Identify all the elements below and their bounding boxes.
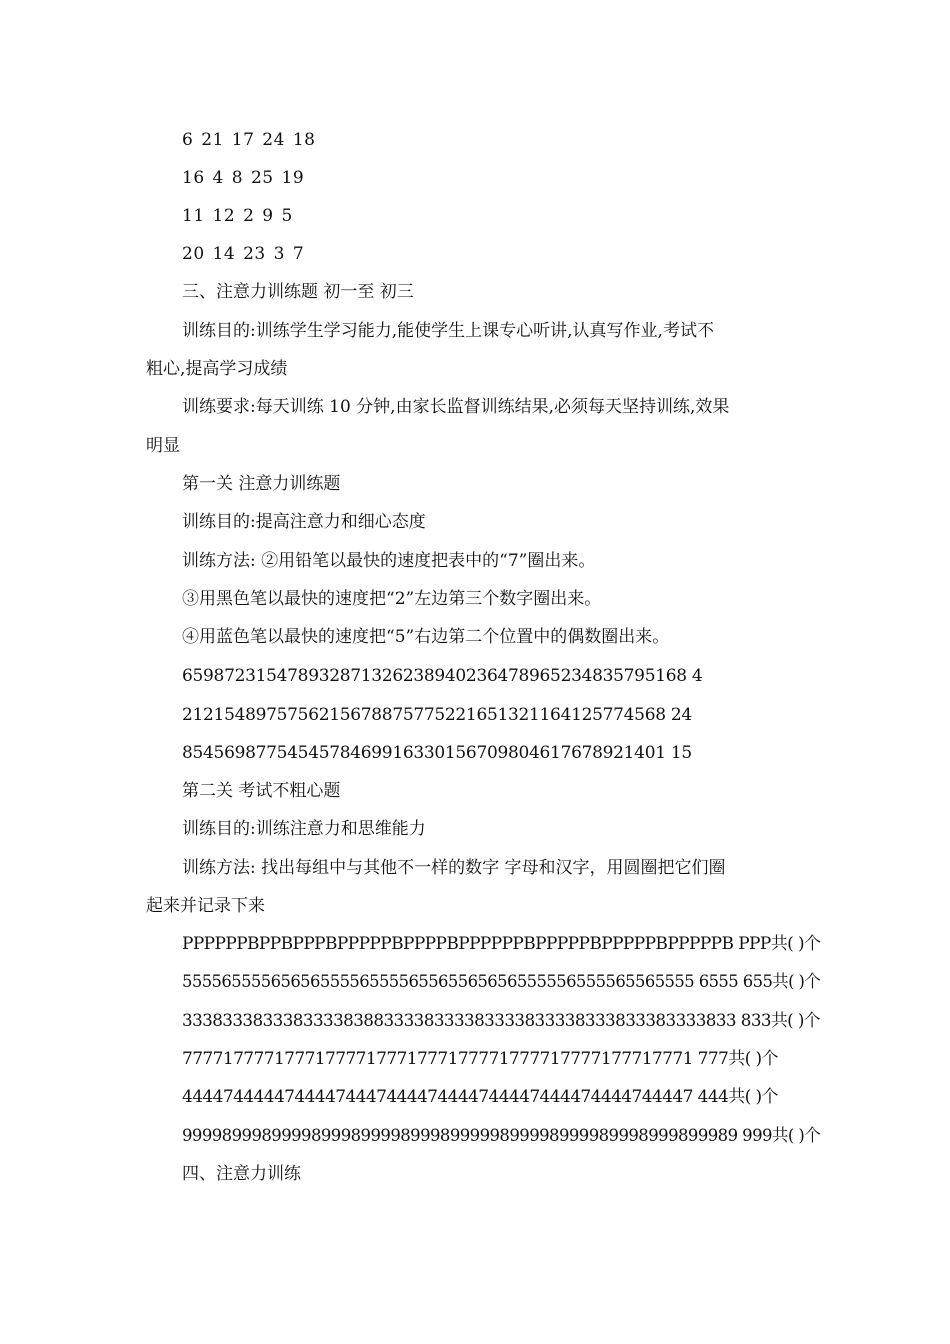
section4-heading: 四、注意力训练: [182, 1164, 301, 1184]
number-grid-row-1: 6 21 17 24 18: [182, 130, 316, 150]
number-grid-row-4: 20 14 23 3 7: [182, 244, 305, 264]
level2-row-1: PPPPPPBPPBPPPBPPPPPBPPPPBPPPPPPBPPPPPBPPPPPBPPPPPB PPP共( )个: [182, 934, 821, 954]
level1-step3: ③用黑色笔以最快的速度把“2”左边第三个数字圈出来。: [182, 589, 602, 609]
level2-row-6: 99998999899998999899998999899999899998999989998999899989 999共( )个: [182, 1126, 821, 1146]
level1-purpose: 训练目的:提高注意力和细心态度: [182, 512, 426, 532]
level2-row-4: 77771777717771777717771777177771777717777177717771 777共( )个: [182, 1049, 778, 1069]
number-grid-row-2: 16 4 8 25 19: [182, 168, 305, 188]
level1-method: 训练方法: ②用铅笔以最快的速度把表中的“7”圈出来。: [182, 551, 596, 571]
level2-row-5: 44447444447444474447444474444744447444474444744447 444共( )个: [182, 1087, 778, 1107]
level2-method-line2: 起来并记录下来: [146, 896, 265, 916]
level1-step4: ④用蓝色笔以最快的速度把“5”右边第二个位置中的偶数圈出来。: [182, 627, 670, 647]
level1-title: 第一关 注意力训练题: [182, 474, 341, 494]
level2-row-2: 5555655556565655556555565565565656555556555565565555 6555 655共( )个: [182, 972, 821, 992]
level1-digit-row-3: 8545698775454578469916330156709804617678921401 15: [182, 743, 692, 763]
level2-method-line1: 训练方法: 找出每组中与其他不一样的数字 字母和汉字，用圆圈把它们圈: [182, 858, 726, 878]
section3-purpose-line2: 粗心,提高学习成绩: [146, 359, 288, 379]
section3-requirement-line1: 训练要求:每天训练 10 分钟,由家长监督训练结果,必须每天坚持训练,效果: [182, 397, 730, 417]
level2-title: 第二关 考试不粗心题: [182, 781, 341, 801]
level1-digit-row-1: 659872315478932871326238940236478965234835795168 4: [182, 666, 703, 686]
number-grid-row-3: 11 12 2 9 5: [182, 206, 293, 226]
level2-row-3: 3338333833383333838833338333383333833338333833383333833 833共( )个: [182, 1011, 820, 1031]
level1-digit-row-2: 2121548975756215678875775221651321164125774568 24: [182, 705, 692, 725]
section3-purpose-line1: 训练目的:训练学生学习能力,能使学生上课专心听讲,认真写作业,考试不: [182, 321, 714, 341]
level2-purpose: 训练目的:训练注意力和思维能力: [182, 819, 426, 839]
section3-requirement-line2: 明显: [146, 436, 180, 456]
section3-heading: 三、注意力训练题 初一至 初三: [182, 282, 414, 302]
